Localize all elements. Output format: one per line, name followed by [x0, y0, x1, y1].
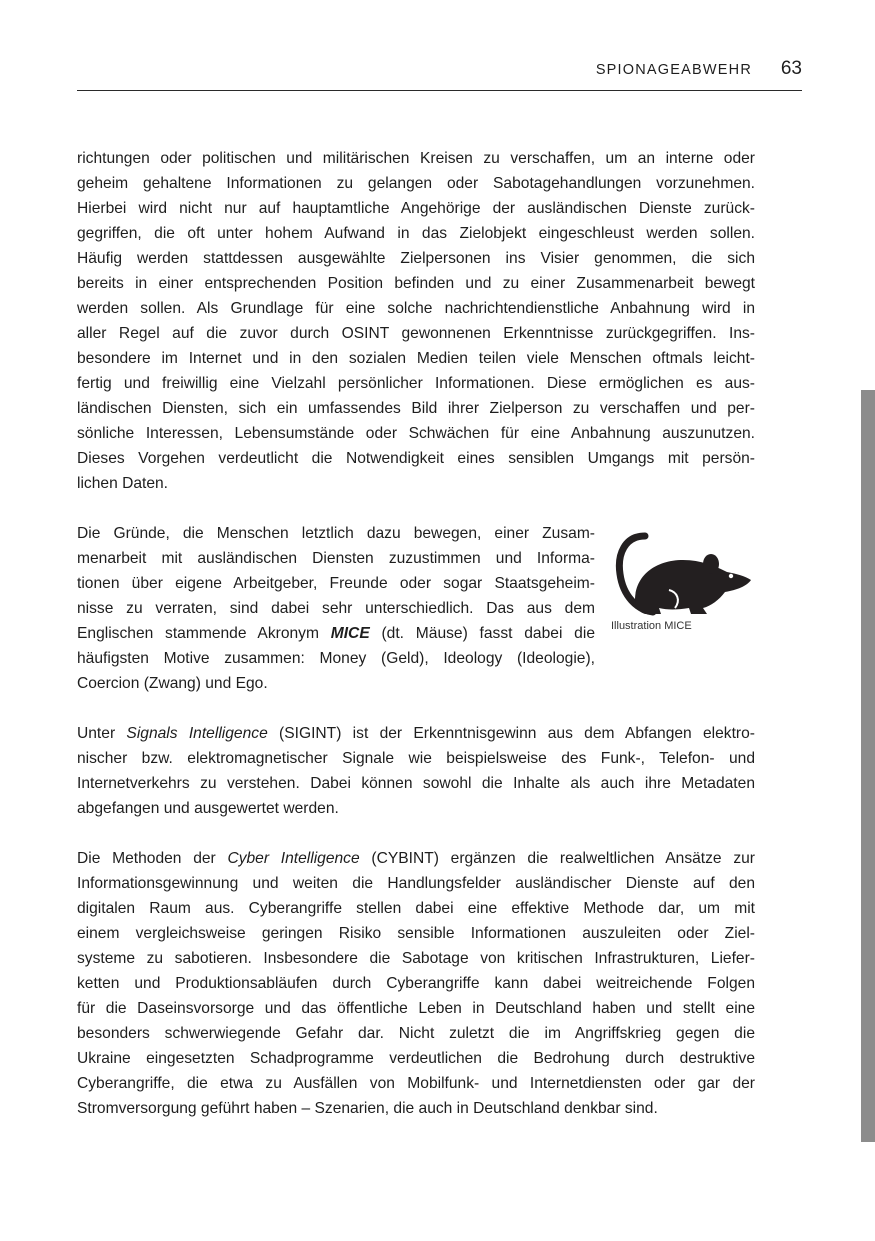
text-line: bereits in einer entsprechenden Position befinden und zu einer Zusammenarbeit bewegt [77, 275, 755, 292]
sigint-term: Signals Intelligence [126, 725, 268, 742]
text-line: Cyberangriffe, die etwa zu Ausfällen von Mobilfunk- und Internetdiensten oder gar der [77, 1075, 755, 1092]
text-line: menarbeit mit ausländischen Diensten zuzustimmen und Informa- [77, 550, 595, 567]
text-line: Coercion (Zwang) und Ego. [77, 675, 268, 692]
text-line: einem vergleichsweise geringen Risiko sensible Informationen auszuleiten oder Ziel- [77, 925, 755, 942]
paragraph-2 [77, 521, 595, 696]
text-line: nischer bzw. elektromagnetischer Signale wie beispielsweise des Funk-, Telefon- und [77, 750, 755, 767]
text-line: digitalen Raum aus. Cyberangriffe stellen dabei eine effektive Methode dar, um mit [77, 900, 755, 917]
text-line: fertig und freiwillig eine Vielzahl persönlicher Informationen. Diese ermöglichen es aus- [77, 375, 755, 392]
text-line [77, 721, 755, 746]
chapter-marker-bar [861, 390, 875, 1142]
cybint-term: Cyber Intelligence [227, 850, 360, 867]
text-line: lichen Daten. [77, 475, 169, 492]
text-line: Hierbei wird nicht nur auf hauptamtliche Angehörige der ausländischen Dienste zurück- [77, 200, 755, 217]
text-line: nisse zu verraten, sind dabei sehr unterschiedlich. Das aus dem [77, 600, 595, 617]
text-line: Die Gründe, die Menschen letztlich dazu bewegen, einer Zusam- [77, 525, 595, 542]
text-line: abgefangen und ausgewertet werden. [77, 800, 339, 817]
mice-figure [611, 530, 761, 632]
text-line: aller Regel auf die zuvor durch OSINT gewonnenen Erkenntnisse zurückgegriffen. Ins- [77, 325, 755, 342]
text-line: ketten und Produktionsabläufen durch Cyberangriffe kann dabei weitreichende Folgen [77, 975, 755, 992]
text-line: für die Daseinsvorsorge und das öffentliche Leben in Deutschland haben und stellt eine [77, 1000, 755, 1017]
text-segment: Englischen stammende Akronym [77, 625, 331, 642]
text-line: sönliche Interessen, Lebensumstände oder Schwächen für eine Anbahnung auszunutzen. [77, 425, 755, 442]
text-segment: Unter [77, 725, 127, 742]
text-line: ländischen Diensten, sich ein umfassendes Bild ihrer Zielperson zu verschaffen und per- [77, 400, 755, 417]
text-line: Stromversorgung geführt haben – Szenarien, die auch in Deutschland denkbar sind. [77, 1100, 658, 1117]
figure-caption: Illustration MICE [611, 620, 692, 632]
paragraph-4 [77, 846, 755, 1121]
text-line: werden sollen. Als Grundlage für eine solche nachrichtendienstliche Anbahnung wird in [77, 300, 755, 317]
text-line: besondere im Internet und in den sozialen Medien teilen viele Menschen oftmals leicht- [77, 350, 755, 367]
text-line: Ukraine eingesetzten Schadprogramme verdeutlichen die Bedrohung durch destruktive [77, 1050, 755, 1067]
text-line [77, 846, 755, 871]
text-segment: (SIGINT) ist der Erkenntnisgewinn aus dem Abfangen elektro- [267, 725, 755, 742]
text-segment: (CYBINT) ergänzen die realweltlichen Ansätze zur [359, 850, 755, 867]
text-line: tionen über eigene Arbeitgeber, Freunde oder sogar Staatsgeheim- [77, 575, 595, 592]
section-title: SPIONAGEABWEHR [595, 62, 752, 78]
text-line: richtungen oder politischen und militärischen Kreisen zu verschaffen, um an interne oder [77, 150, 755, 167]
text-line: häufigsten Motive zusammen: Money (Geld), Ideology (Ideologie), [77, 650, 595, 667]
mouse-icon [611, 530, 753, 618]
paragraph-3 [77, 721, 755, 821]
paragraph-1 [77, 146, 755, 496]
text-line: Internetverkehrs zu verstehen. Dabei können sowohl die Inhalte als auch ihre Metadaten [77, 775, 755, 792]
text-line [77, 621, 595, 646]
text-line: geheim gehaltene Informationen zu gelangen oder Sabotagehandlungen vorzunehmen. [77, 175, 755, 192]
page-number: 63 [780, 58, 802, 79]
text-segment: Die Methoden der [77, 850, 228, 867]
text-line: Dieses Vorgehen verdeutlicht die Notwendigkeit eines sensiblen Umgangs mit persön- [77, 450, 755, 467]
running-header [77, 58, 802, 91]
mice-acronym: MICE [330, 625, 370, 642]
text-line: besonders schwerwiegende Gefahr dar. Nicht zuletzt die im Angriffskrieg gegen die [77, 1025, 755, 1042]
text-segment: (dt. Mäuse) fasst dabei die [369, 625, 595, 642]
text-line: Informationsgewinnung und weiten die Handlungsfelder ausländischer Dienste auf den [77, 875, 755, 892]
text-line: Häufig werden stattdessen ausgewählte Zielpersonen ins Visier genommen, die sich [77, 250, 755, 267]
text-line: gegriffen, die oft unter hohem Aufwand in das Zielobjekt eingeschleust werden sollen. [77, 225, 755, 242]
text-line: systeme zu sabotieren. Insbesondere die Sabotage von kritischen Infrastrukturen, Liefer- [77, 950, 755, 967]
